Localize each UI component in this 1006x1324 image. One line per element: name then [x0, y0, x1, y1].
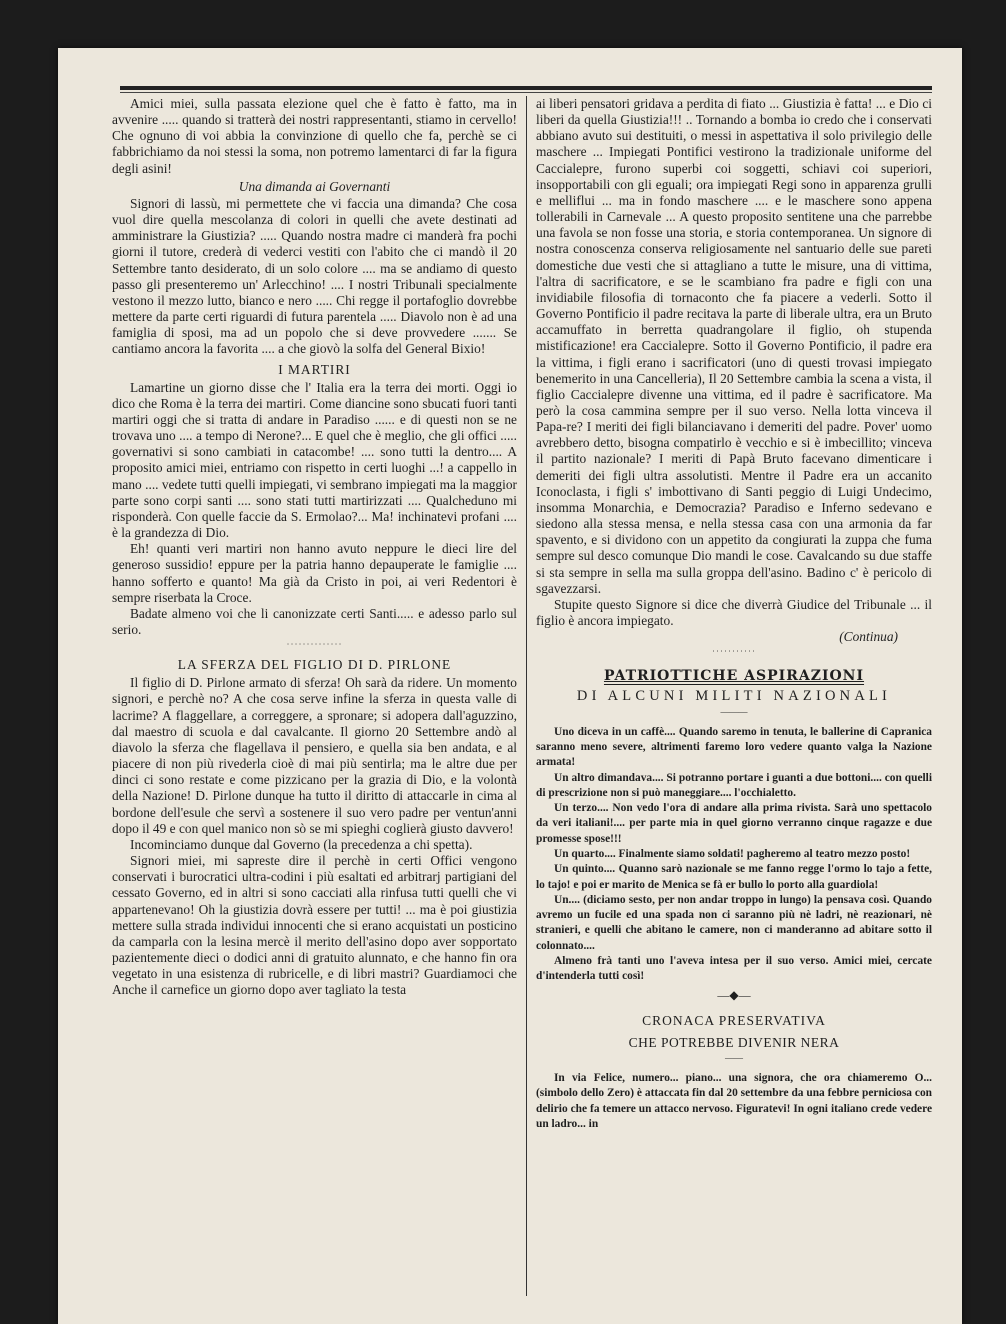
paragraph-stupite: Stupite questo Signore si dice che diverrà Giudice del Tribunale ... il figlio è ancora impiegato.: [536, 596, 932, 628]
ornament-divider: —◆—: [717, 987, 751, 1002]
right-column: [536, 96, 932, 1301]
subheading-militi: DI ALCUNI MILITI NAZIONALI: [576, 688, 892, 705]
left-column: [112, 96, 517, 1301]
paragraph-sferza-2: Incominciamo dunque dal Governo (la precedenza a chi spetta).: [130, 836, 473, 852]
aspirazione-7: Almeno frà tanti uno l'aveva intesa per il suo verso. Amici miei, cercate d'intenderla tutti così!: [536, 955, 932, 983]
aspirazione-5: Un quinto.... Quanno sarò nazionale se me fanno regge l'ormo lo tajo a fette, lo tajo! e poi er marito de Menica se fà er bullo lo porto alla guardiola!: [536, 863, 932, 891]
continua-note: (Continua): [839, 629, 898, 645]
paragraph-martiri-2: Eh! quanti veri martiri non hanno avuto neppure le dieci lire del generoso sussidio! eppure per la patria hanno depauperate le famiglie .... hanno sofferto e quanto! Ma già da Cristo in poi, ai veri Redentori è sempre riserbata la Croce.: [112, 541, 517, 605]
paragraph-elezione: Amici miei, sulla passata elezione quel che è fatto è fatto, ma in avvenire ..... quando si tratterà dei nostri rappresentanti, stiamo in cervello! Che ognuno di voi abbia la convinzione di quello che fa, perchè se ci fabbrichiamo da noi stessi la soma, non potremo lamentarci di far la figura degli asini!: [112, 96, 517, 176]
section-title-sferza: LA SFERZA DEL FIGLIO DI D. PIRLONE: [177, 657, 452, 673]
header-rule-thin: [120, 92, 932, 93]
section-title-cronaca: CRONACA PRESERVATIVA: [642, 1012, 826, 1028]
aspirazione-3: Un terzo.... Non vedo l'ora di andare alla prima rivista. Sarà uno spettacolo da veri italiani!.... per parte mia in quel giorno verranno cinque ragazze e due promesse spose!!!: [536, 802, 932, 845]
paragraph-martiri-3: Badate almeno voi che li canonizzate certi Santi..... e adesso parlo sul serio.: [112, 605, 517, 637]
paragraph-cronaca: In via Felice, numero... piano... una signora, che ora chiameremo O... (simbolo dello Zero) è attaccata fin dal 20 settembre da una febbre perniciosa con delirio che fa temere un attacco nervoso. Figuratevi! In ogni italiano crede vedere un ladro... in: [536, 1072, 932, 1131]
aspirazione-6: Un.... (diciamo sesto, per non andar troppo in lungo) la pensava così. Quando avremo un fucile ed una spada non ci saranno più nè ladri, nè reazionari, nè stranieri, e quelli che abitano le camere, non ci manderanno ad abitare sotto il colonnato....: [536, 893, 932, 952]
cronaca-block: [536, 1071, 932, 1132]
aspirazione-1: Uno diceva in un caffè.... Quando saremo in tenuta, le ballerine di Capranica saranno meno severe, altrimenti faremo loro vedere quanto valga la Nazione armata!: [536, 725, 932, 769]
section-title-aspirazioni: PATRIOTTICHE ASPIRAZIONI: [603, 668, 865, 685]
paragraph-continued: ai liberi pensatori gridava a perdita di fiato ... Giustizia è fatta! ... e Dio ci liberi da quella Giustizia!!! .. Tornando a bomba io credo che i conservati abbiano avuto sui destituiti, o messi in aspettativa il solo privilegio delle maschere ... Impiegati Pontifici vestirono la tradizionale uniforme del Caccialepre, furono superbi coi soggetti, schiavi coi superiori, insopportabili con gli eguali; ora impiegati Regi sono in apparenza grulli e melliflui ... ma in fondo maschere .... e le maschere sono appena tollerabili in Carnevale ... A questo proposito sentitene una che parrebbe una favola se non fosse una storia, e storia contemporanea. Un signore di nostra conoscenza conserva religiosamente nel santuario delle sue pareti domestiche due vesti che si attagliano a tutte le misure, una di vittima, l'altra di sacrificatore, e se le scambiano fra padre e figli con una invidiabile filosofia di tornaconto che fa piacere a vederli. Sotto il Governo Pontificio il padre recitava la parte di liberale ultra, era un Bruto accamuffato in berretta quadrangolare il figlio, oh stupenda mistificazione! era Caccialepre. Sotto il Governo Pontificio, il padre era la vittima, i figli erano i sacrificatori (uno di questi trovasi impiegato benemerito in una Cancelleria), Il 20 Settembre cambia la scena a vista, il figlio Caccialepre divenne una vittima, ed il padre è sacrificatore. Ma però la cosa cammina sempre per il suo verso. Nella lotta vinceva il Papa-re? I meriti dei figli bilanciavano i demeriti del padre. Pover' uomo avrebbero detto, bisogna compatirlo è vecchio e si è imbecillito; vinceva il partito nazionale? I meriti di Papà Bruto facevano dimenticare i demeriti dei figli ultra assolutisti. Mentre il Padre era un accanito Iconoclasta, i figli s' imbottivano di Santi peggio di Luigi Undecimo, insomma Monarchia, e Democrazia? Paradiso e Inferno sedevano e siedono alla stessa mensa, e nella stessa casa con una armonia da far spavento, e si dividono con un appetito da congiurati la zuppa che fuma sempre sul desco comunque Dio mandi le cose. Cavalcando su due staffe si sta sempre in sella ma sulla groppa dell'asino. Badino c' è pericolo di sgavezzarsi.: [536, 96, 932, 596]
subheading-dimanda: Una dimanda ai Governanti: [238, 178, 391, 194]
section-subtitle-cronaca: CHE POTREBBE DIVENIR NERA: [628, 1034, 840, 1050]
section-title-martiri: I MARTIRI: [278, 361, 351, 377]
short-rule-2: ——: [725, 1053, 743, 1064]
aspirazione-4: Un quarto.... Finalmente siamo soldati! pagheremo al teatro mezzo posto!: [554, 848, 911, 860]
column-divider: [526, 96, 527, 1296]
header-rule: [120, 86, 932, 90]
paragraph-sferza-1: Il figlio di D. Pirlone armato di sferza! Oh sarà da ridere. Un momento signori, e perchè no? A che cosa serve infine la sferza in questa valle di lacrime? A flaggellare, a correggere, a spronare; si adopera dall'aguzzino, dal maestro di scuola e dal cavalcante. Il giorno 20 Settembre andò al diavolo la sferza che flagellava il pensiero, e quella sia ben andata, e al piacere di non più rivederla cioè di mai più sentirla; ma le altre due per dinci ci sono restate e come pizzicano per la grazia di Dio, e la volontà della Nazione! D. Pirlone dunque ha tutto il diritto di attaccarle in cima al bordone dell'esule che servì a sostenere il suo vero padre per ventun'anni dopo il 49 e con quel manico non sò se mi spieghi coglierà giusto davvero!: [112, 675, 517, 836]
separator-stars: ˙˙˙˙˙˙˙˙˙˙˙˙˙˙: [286, 642, 343, 653]
aspirazione-2: Un altro dimandava.... Si potranno portare i guanti a due bottoni.... con quelli di prescrizione non si può maneggiare.... l'occhialetto.: [536, 771, 932, 799]
separator-stars-right: ˙˙˙˙˙˙˙˙˙˙˙: [712, 649, 756, 660]
aspirazioni-list: [536, 725, 932, 985]
paragraph-dimanda: Signori di lassù, mi permettete che vi faccia una dimanda? Che cosa vuol dire quella mescolanza di colori in quelli che avete destinati ad amministrare la Giustizia? ..... Quando nostra madre ci manderà fra pochi giorni il tutore, crederà di vederci vestiti con l'abito che ci mandò il 20 Settembre tanto desiderato, di un solo colore .... ma se andiamo di questo passo gli presenteremo un' Arlecchino! .... I nostri Tribunali specialmente vestono il mezzo lutto, bianco e nero ..... Chi regge il portafoglio dovrebbe mettere da parte certi riguardi di futura parentela ..... Diavolo non è ad una famiglia di sposi, ma ad un popolo che si deve provvedere ....... Se cantiamo ancora la favorita .... a che giovò la solfa del General Bixio!: [112, 195, 517, 357]
paragraph-sferza-3: Signori miei, mi sapreste dire il perchè in certi Offici vengono conservati i burocratici ultra-codini i più esaltati ed arbitrarj partigiani del cessato Governo, ed in altri si sono cacciati alla rinfusa tutti quelli che vi appartenevano! Oh la giustizia dovrà essere per tutti! ... ma è poi giustizia mettere sulla strada individui innocenti che si erano acquistati un posticino da camparla con la lesina mercè il merito dell'asino dopo aver sopportato pazientemente dieci o dodici anni di gratuito alunnato, e che hanno fin ora vegetato in una esistenza di rubricelle, e di libri mastri? Guardiamoci che Anche il carnefice un giorno dopo aver tagliato la testa: [112, 853, 517, 998]
short-rule: ———: [720, 706, 748, 717]
paragraph-martiri-1: Lamartine un giorno disse che l' Italia era la terra dei morti. Oggi io dico che Roma è la terra dei martiri. Come diancine sono sbucati fuori tanti martiri oggi che si tratta di andare in Paradiso ...... e di questi non se ne trovava uno .... a tempo di Nerone?... E quel che è meglio, che gli offici ..... governativi si sono cambiati in catacombe! .... sono tutti la dentro.... A proposito amici miei, entriamo con rispetto in certi luoghi ...! a cappello in mano .... vedete tutti quelli impiegati, vi sembrano impiegati ma la maggior parte sono corpi santi .... sono stati tutti martirizzati .... Qualcheduno mi risponderà. Con quelle faccie da S. Ermolao?... Ma! inchinatevi profani .... è la grandezza di Dio.: [112, 379, 517, 541]
